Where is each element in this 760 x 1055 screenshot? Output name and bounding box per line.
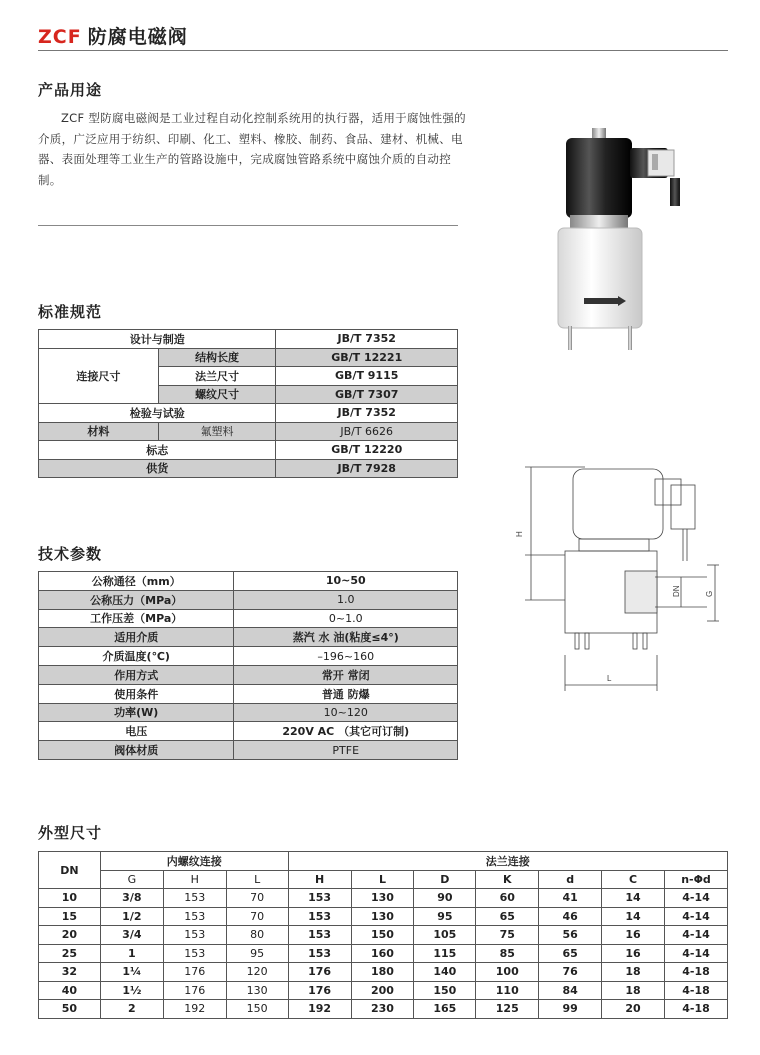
dims-cell: 100 bbox=[476, 963, 539, 982]
std-conn-row-value: GB/T 12221 bbox=[276, 348, 458, 367]
dims-cell: 153 bbox=[288, 944, 351, 963]
dims-cell: 4-14 bbox=[665, 889, 728, 908]
dims-cell: 32 bbox=[39, 963, 101, 982]
std-supply-label: 供货 bbox=[39, 459, 276, 478]
table-row bbox=[39, 404, 458, 423]
dims-cell: 1 bbox=[100, 944, 163, 963]
usage-divider bbox=[38, 225, 458, 226]
std-conn-row-value: GB/T 7307 bbox=[276, 385, 458, 404]
drawing-dn-label: DN bbox=[672, 585, 681, 597]
dims-cell: 200 bbox=[351, 981, 414, 1000]
dims-cell: 15 bbox=[39, 907, 101, 926]
dims-cell: 153 bbox=[288, 926, 351, 945]
dims-flange-col-header: C bbox=[602, 870, 665, 889]
tech-params-table bbox=[38, 571, 458, 760]
std-inspection-value: JB/T 7352 bbox=[276, 404, 458, 423]
dims-cell: 130 bbox=[226, 981, 288, 1000]
table-row bbox=[39, 684, 458, 703]
dims-cell: 76 bbox=[539, 963, 602, 982]
tech-param-value: 1.0 bbox=[234, 590, 458, 609]
std-design-label: 设计与制造 bbox=[39, 330, 276, 349]
tech-param-label: 公称压力（MPa） bbox=[39, 590, 234, 609]
dims-cell: 130 bbox=[351, 907, 414, 926]
dims-cell: 65 bbox=[476, 907, 539, 926]
dims-cell: 14 bbox=[602, 889, 665, 908]
tech-param-value: PTFE bbox=[234, 741, 458, 760]
dimension-drawing bbox=[505, 455, 735, 695]
table-row bbox=[39, 944, 728, 963]
dims-cell: 70 bbox=[226, 907, 288, 926]
dims-cell: 153 bbox=[288, 907, 351, 926]
dims-cell: 75 bbox=[476, 926, 539, 945]
dims-cell: 150 bbox=[414, 981, 476, 1000]
drawing-g-label: G bbox=[705, 590, 714, 597]
dims-cell: 150 bbox=[226, 1000, 288, 1019]
tech-param-value: 常开 常闭 bbox=[234, 665, 458, 684]
dimensions-table bbox=[38, 851, 728, 1019]
standards-heading: 标准规范 bbox=[38, 303, 103, 321]
dims-cell: 153 bbox=[163, 907, 226, 926]
tech-param-value: 220V AC （其它可订制) bbox=[234, 722, 458, 741]
dims-thread-col-header: L bbox=[226, 870, 288, 889]
tech-param-label: 功率(W) bbox=[39, 703, 234, 722]
dims-thread-header: 内螺纹连接 bbox=[100, 852, 288, 871]
usage-text: ZCF 型防腐电磁阀是工业过程自动化控制系统用的执行器，适用于腐蚀性强的介质，广泛应用于纺织、印刷、化工、塑料、橡胶、制药、食品、建材、机械、电器、表面处理等工业生产的管路设施中，完成腐蚀管路系统中腐蚀介质的自动控制。 bbox=[38, 111, 466, 187]
table-row bbox=[39, 647, 458, 666]
std-material-value: JB/T 6626 bbox=[276, 422, 458, 441]
dims-cell: 176 bbox=[163, 963, 226, 982]
dims-cell: 4-18 bbox=[665, 981, 728, 1000]
table-row bbox=[39, 459, 458, 478]
std-conn-row-label: 螺纹尺寸 bbox=[158, 385, 276, 404]
dims-cell: 120 bbox=[226, 963, 288, 982]
dims-cell: 80 bbox=[226, 926, 288, 945]
dims-cell: 46 bbox=[539, 907, 602, 926]
dims-cell: 105 bbox=[414, 926, 476, 945]
dims-flange-col-header: K bbox=[476, 870, 539, 889]
table-row bbox=[39, 963, 728, 982]
dims-cell: 1¼ bbox=[100, 963, 163, 982]
tech-param-value: –196~160 bbox=[234, 647, 458, 666]
dims-cell: 20 bbox=[39, 926, 101, 945]
dims-cell: 20 bbox=[602, 1000, 665, 1019]
dims-cell: 10 bbox=[39, 889, 101, 908]
dims-cell: 16 bbox=[602, 944, 665, 963]
tech-param-label: 使用条件 bbox=[39, 684, 234, 703]
dims-cell: 153 bbox=[163, 944, 226, 963]
dims-cell: 140 bbox=[414, 963, 476, 982]
dims-flange-col-header: H bbox=[288, 870, 351, 889]
dims-cell: 150 bbox=[351, 926, 414, 945]
dims-cell: 95 bbox=[226, 944, 288, 963]
dims-cell: 14 bbox=[602, 907, 665, 926]
dims-cell: 56 bbox=[539, 926, 602, 945]
dims-cell: 41 bbox=[539, 889, 602, 908]
dims-cell: 130 bbox=[351, 889, 414, 908]
standards-table bbox=[38, 329, 458, 478]
dims-cell: 84 bbox=[539, 981, 602, 1000]
dims-cell: 192 bbox=[288, 1000, 351, 1019]
dims-cell: 153 bbox=[163, 889, 226, 908]
dims-dn-header: DN bbox=[39, 852, 101, 889]
dims-cell: 125 bbox=[476, 1000, 539, 1019]
dims-header-row-1 bbox=[39, 852, 728, 871]
dims-flange-col-header: D bbox=[414, 870, 476, 889]
dims-cell: 3/4 bbox=[100, 926, 163, 945]
dims-cell: 230 bbox=[351, 1000, 414, 1019]
dims-cell: 65 bbox=[539, 944, 602, 963]
table-row bbox=[39, 609, 458, 628]
drawing-l-label: L bbox=[607, 674, 612, 683]
dims-cell: 25 bbox=[39, 944, 101, 963]
table-row bbox=[39, 665, 458, 684]
dims-cell: 99 bbox=[539, 1000, 602, 1019]
dims-cell: 16 bbox=[602, 926, 665, 945]
dims-flange-header: 法兰连接 bbox=[288, 852, 727, 871]
dims-thread-col-header: H bbox=[163, 870, 226, 889]
dims-cell: 4-14 bbox=[665, 926, 728, 945]
dims-cell: 4-14 bbox=[665, 944, 728, 963]
table-row bbox=[39, 330, 458, 349]
std-conn-row-value: GB/T 9115 bbox=[276, 367, 458, 386]
dims-cell: 176 bbox=[288, 963, 351, 982]
table-row bbox=[39, 722, 458, 741]
std-material-label: 材料 bbox=[39, 422, 159, 441]
dims-cell: 1/2 bbox=[100, 907, 163, 926]
std-conn-row-label: 法兰尺寸 bbox=[158, 367, 276, 386]
dims-cell: 153 bbox=[288, 889, 351, 908]
table-row bbox=[39, 703, 458, 722]
dims-cell: 176 bbox=[163, 981, 226, 1000]
table-row bbox=[39, 628, 458, 647]
dims-cell: 18 bbox=[602, 963, 665, 982]
dims-cell: 160 bbox=[351, 944, 414, 963]
tech-param-label: 介质温度(℃) bbox=[39, 647, 234, 666]
dims-cell: 50 bbox=[39, 1000, 101, 1019]
dims-cell: 3/8 bbox=[100, 889, 163, 908]
table-row bbox=[39, 422, 458, 441]
dims-flange-col-header: n-Φd bbox=[665, 870, 728, 889]
dims-cell: 18 bbox=[602, 981, 665, 1000]
dims-flange-col-header: L bbox=[351, 870, 414, 889]
std-conn-row-label: 结构长度 bbox=[158, 348, 276, 367]
std-supply-value: JB/T 7928 bbox=[276, 459, 458, 478]
product-name: 防腐电磁阀 bbox=[87, 26, 188, 48]
std-inspection-label: 检验与试验 bbox=[39, 404, 276, 423]
title-divider bbox=[38, 50, 728, 51]
dims-cell: 1½ bbox=[100, 981, 163, 1000]
usage-heading: 产品用途 bbox=[38, 81, 103, 99]
std-material-sub: 氟塑料 bbox=[158, 422, 276, 441]
tech-param-label: 公称通径（mm） bbox=[39, 572, 234, 591]
table-row bbox=[39, 348, 458, 367]
std-connection-label: 连接尺寸 bbox=[39, 348, 159, 404]
dims-cell: 180 bbox=[351, 963, 414, 982]
table-row bbox=[39, 981, 728, 1000]
std-marking-value: GB/T 12220 bbox=[276, 441, 458, 460]
dims-cell: 4-14 bbox=[665, 907, 728, 926]
dims-flange-col-header: d bbox=[539, 870, 602, 889]
tech-param-label: 适用介质 bbox=[39, 628, 234, 647]
tech-param-label: 作用方式 bbox=[39, 665, 234, 684]
tech-param-value: 10~120 bbox=[234, 703, 458, 722]
dims-cell: 70 bbox=[226, 889, 288, 908]
dims-cell: 192 bbox=[163, 1000, 226, 1019]
table-row bbox=[39, 590, 458, 609]
tech-param-value: 0~1.0 bbox=[234, 609, 458, 628]
std-design-value: JB/T 7352 bbox=[276, 330, 458, 349]
table-row bbox=[39, 889, 728, 908]
drawing-h-label: H bbox=[515, 531, 524, 537]
dims-cell: 90 bbox=[414, 889, 476, 908]
tech-param-label: 阀体材质 bbox=[39, 741, 234, 760]
table-row bbox=[39, 907, 728, 926]
dims-thread-col-header: G bbox=[100, 870, 163, 889]
table-row bbox=[39, 441, 458, 460]
page-title bbox=[38, 22, 188, 49]
tech-param-label: 工作压差（MPa） bbox=[39, 609, 234, 628]
dims-cell: 85 bbox=[476, 944, 539, 963]
table-row bbox=[39, 741, 458, 760]
dims-cell: 4-18 bbox=[665, 1000, 728, 1019]
dims-heading: 外型尺寸 bbox=[38, 824, 103, 842]
dims-cell: 110 bbox=[476, 981, 539, 1000]
dims-cell: 4-18 bbox=[665, 963, 728, 982]
dims-cell: 40 bbox=[39, 981, 101, 1000]
dims-cell: 165 bbox=[414, 1000, 476, 1019]
std-marking-label: 标志 bbox=[39, 441, 276, 460]
dims-cell: 153 bbox=[163, 926, 226, 945]
tech-param-value: 10~50 bbox=[234, 572, 458, 591]
dims-cell: 60 bbox=[476, 889, 539, 908]
brand-name: ZCF bbox=[38, 26, 82, 48]
dims-header-row-2 bbox=[39, 870, 728, 889]
dims-cell: 115 bbox=[414, 944, 476, 963]
tech-param-label: 电压 bbox=[39, 722, 234, 741]
tech-heading: 技术参数 bbox=[38, 545, 103, 563]
product-photo bbox=[530, 120, 680, 355]
dims-cell: 2 bbox=[100, 1000, 163, 1019]
table-row bbox=[39, 1000, 728, 1019]
dims-cell: 176 bbox=[288, 981, 351, 1000]
table-row bbox=[39, 572, 458, 591]
tech-param-value: 普通 防爆 bbox=[234, 684, 458, 703]
table-row bbox=[39, 926, 728, 945]
dims-cell: 95 bbox=[414, 907, 476, 926]
tech-param-value: 蒸汽 水 油(粘度≤4°) bbox=[234, 628, 458, 647]
